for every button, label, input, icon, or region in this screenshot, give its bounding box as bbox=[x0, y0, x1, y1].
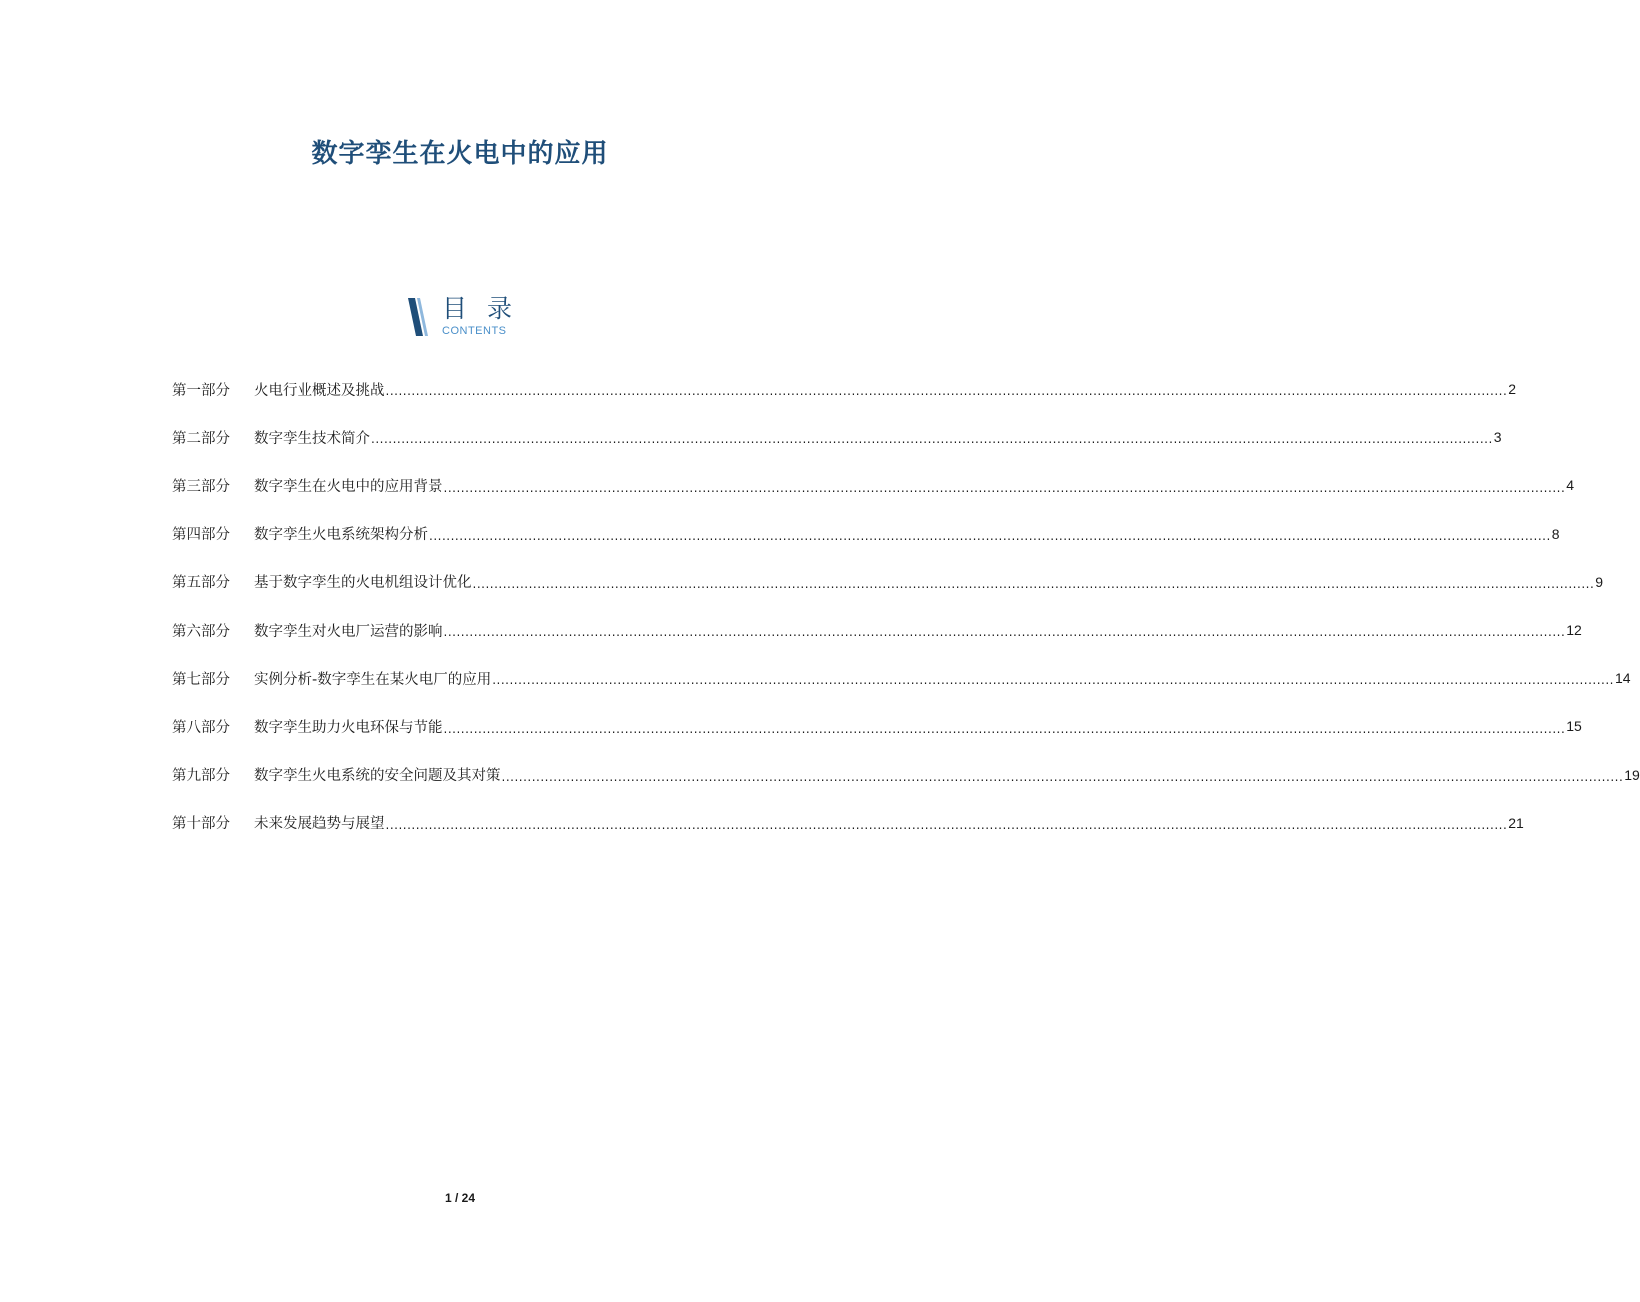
toc-entry[interactable] bbox=[172, 654, 1631, 702]
toc-entry[interactable] bbox=[172, 461, 1575, 509]
toc-dot-leader: .................................................................................................................................................................................................................................................................... bbox=[443, 625, 1566, 640]
toc-entry[interactable] bbox=[172, 606, 1582, 654]
toc-dot-leader: .................................................................................................................................................................................................................................................................... bbox=[385, 384, 1508, 399]
toc-entry[interactable] bbox=[172, 510, 1560, 558]
toc-dot-leader: .................................................................................................................................................................................................................................................................... bbox=[429, 528, 1551, 543]
toc-entry-page: 2 bbox=[1508, 381, 1517, 398]
toc-entry[interactable] bbox=[172, 413, 1502, 461]
toc-entry-part: 第三部分 bbox=[172, 478, 230, 495]
book-stripe-icon bbox=[406, 296, 432, 338]
toc-subtitle: CONTENTS bbox=[442, 325, 507, 337]
toc-list bbox=[172, 365, 1640, 847]
toc-entry[interactable] bbox=[172, 702, 1582, 750]
toc-entry[interactable] bbox=[172, 558, 1604, 606]
toc-dot-leader: .................................................................................................................................................................................................................................................................... bbox=[443, 480, 1566, 495]
toc-entry-page: 3 bbox=[1493, 429, 1502, 446]
toc-entry-part: 第九部分 bbox=[172, 768, 230, 785]
toc-dot-leader: .................................................................................................................................................................................................................................................................... bbox=[443, 721, 1566, 736]
toc-dot-leader: .................................................................................................................................................................................................................................................................... bbox=[492, 673, 1614, 688]
toc-entry-page: 9 bbox=[1595, 573, 1604, 590]
toc-entry-page: 8 bbox=[1551, 525, 1560, 542]
toc-entry-title: 数字孪生火电系统架构分析 bbox=[254, 527, 428, 544]
toc-entry-title: 数字孪生火电系统的安全问题及其对策 bbox=[254, 768, 501, 785]
document-title: 数字孪生在火电中的应用 bbox=[311, 139, 609, 170]
toc-entry-page: 14 bbox=[1615, 670, 1631, 687]
toc-entry-title: 未来发展趋势与展望 bbox=[254, 816, 385, 833]
toc-entry-title: 实例分析-数字孪生在某火电厂的应用 bbox=[254, 671, 492, 688]
toc-entry-page: 21 bbox=[1508, 814, 1524, 831]
toc-header bbox=[406, 294, 526, 340]
toc-entry-part: 第七部分 bbox=[172, 671, 230, 688]
toc-entry-page: 4 bbox=[1566, 477, 1575, 494]
toc-entry-title: 基于数字孪生的火电机组设计优化 bbox=[254, 575, 472, 592]
toc-entry[interactable] bbox=[172, 799, 1524, 847]
toc-entry-part: 第六部分 bbox=[172, 623, 230, 640]
toc-dot-leader: .................................................................................................................................................................................................................................................................... bbox=[385, 817, 1508, 832]
toc-title: 目 录 bbox=[442, 294, 518, 323]
toc-entry-part: 第十部分 bbox=[172, 816, 230, 833]
toc-entry-part: 第二部分 bbox=[172, 430, 230, 447]
toc-dot-leader: .................................................................................................................................................................................................................................................................... bbox=[501, 769, 1624, 784]
page-number: 1 / 24 bbox=[444, 1191, 476, 1205]
toc-entry[interactable] bbox=[172, 365, 1517, 413]
toc-entry-part: 第一部分 bbox=[172, 382, 230, 399]
toc-entry-title: 数字孪生对火电厂运营的影响 bbox=[254, 623, 443, 640]
toc-dot-leader: .................................................................................................................................................................................................................................................................... bbox=[472, 576, 1595, 591]
toc-entry-part: 第八部分 bbox=[172, 719, 230, 736]
toc-entry-page: 19 bbox=[1624, 766, 1640, 783]
toc-entry-title: 数字孪生技术简介 bbox=[254, 430, 370, 447]
toc-entry-page: 15 bbox=[1566, 718, 1582, 735]
toc-entry-part: 第五部分 bbox=[172, 575, 230, 592]
toc-entry-title: 数字孪生在火电中的应用背景 bbox=[254, 478, 443, 495]
toc-dot-leader: .................................................................................................................................................................................................................................................................... bbox=[371, 432, 1493, 447]
toc-entry[interactable] bbox=[172, 751, 1640, 799]
toc-entry-page: 12 bbox=[1566, 622, 1582, 639]
toc-entry-title: 火电行业概述及挑战 bbox=[254, 382, 385, 399]
toc-entry-title: 数字孪生助力火电环保与节能 bbox=[254, 719, 443, 736]
toc-entry-part: 第四部分 bbox=[172, 527, 230, 544]
